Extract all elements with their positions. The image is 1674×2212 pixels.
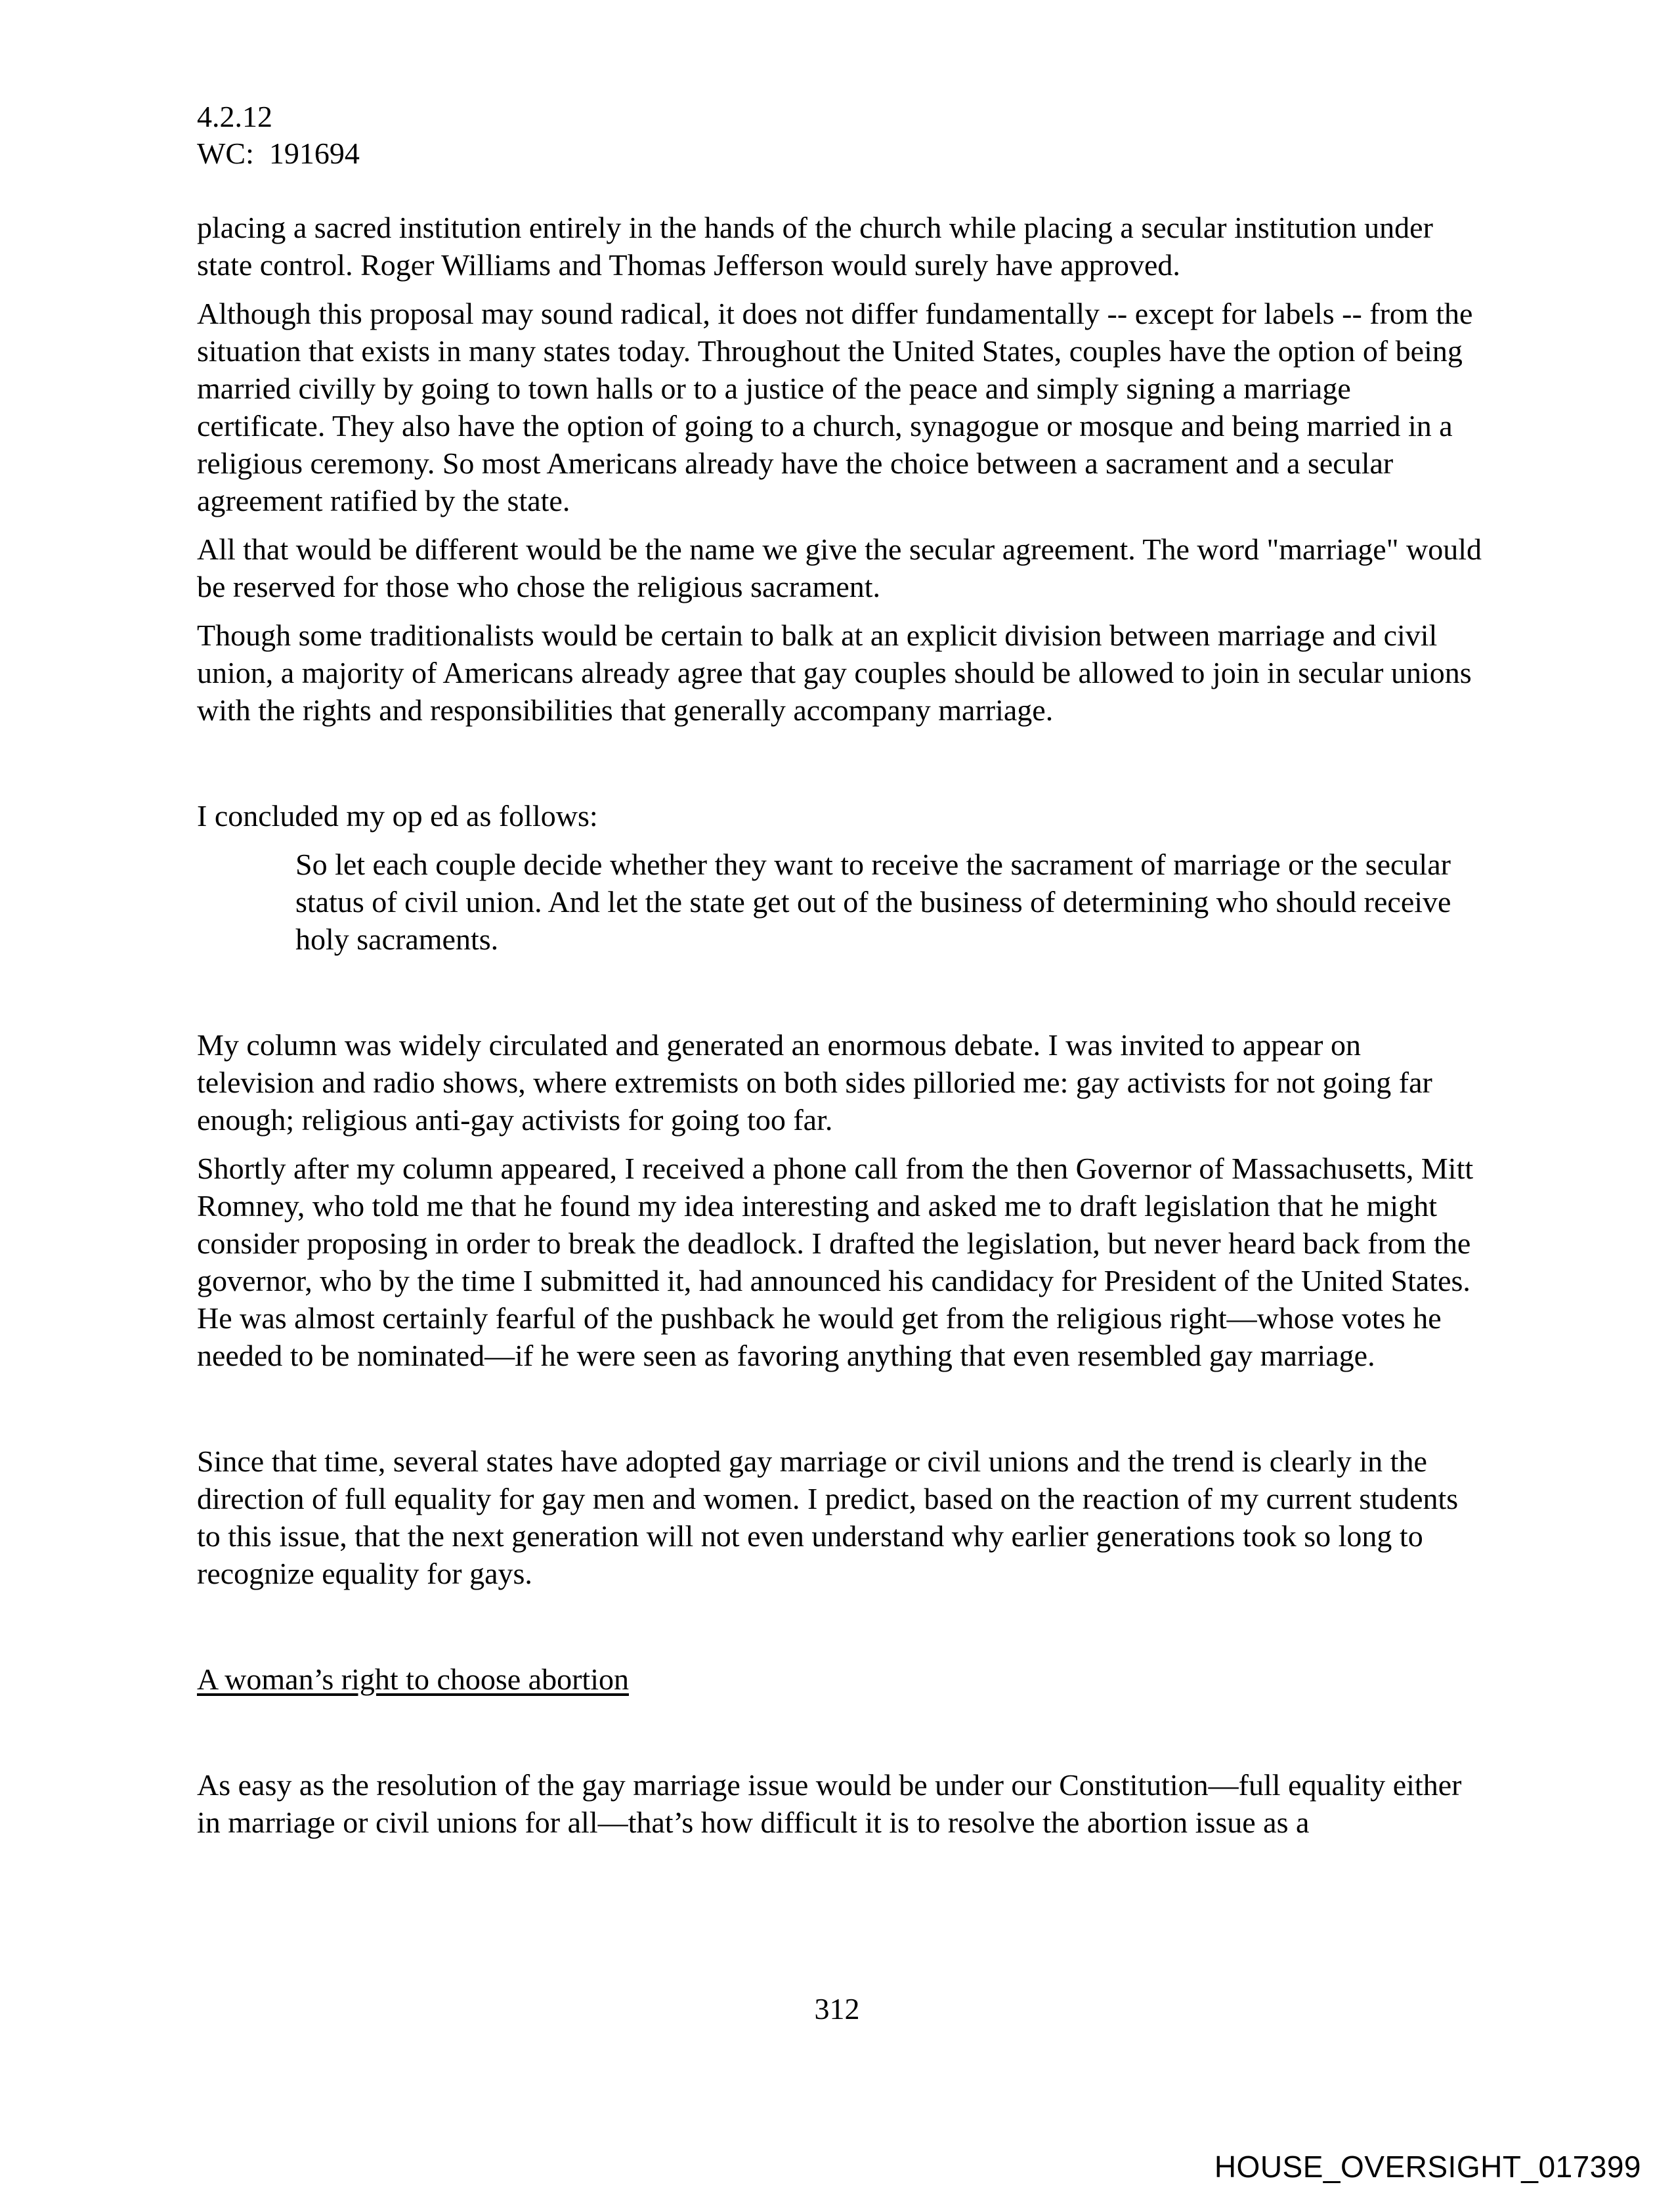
paragraph: Shortly after my column appeared, I received a phone call from the then Governor of Massachusetts, Mitt Romney, who told me that he found my idea interesting and asked me to draft legislation that he might consider proposing in order to break the deadlock. I drafted the legislation, but never heard back from the governor, who by the time I submitted it, had announced his candidacy for President of the United States. He was almost certainly fearful of the pushback he would get from the religious right—whose votes he needed to be nominated—if he were seen as favoring anything that even resembled gay marriage.	[197, 1152, 1474, 1372]
paragraph: Since that time, several states have adopted gay marriage or civil unions and the trend is clearly in the direction of full equality for gay men and women. I predict, based on the reaction of my current students to this issue, that the next generation will not even understand why earlier generations took so long to recognize equality for gays.	[197, 1444, 1459, 1590]
paragraph: Though some traditionalists would be certain to balk at an explicit division between marriage and civil union, a majority of Americans already agree that gay couples should be allowed to join in secular unions with the rights and responsibilities that generally accompany marriage.	[197, 618, 1472, 727]
paragraph: Although this proposal may sound radical, it does not differ fundamentally -- except for labels -- from the situation that exists in many states today. Throughout the United States, couples have the option of being married civilly by going to town halls or to a justice of the peace and simply signing a marriage certificate. They also have the option of going to a church, synagogue or mosque and being married in a religious ceremony. So most Americans already have the choice between a sacrament and a secular agreement ratified by the state.	[197, 297, 1473, 517]
paragraph: All that would be different would be the name we give the secular agreement. The word "marriage" would be reserved for those who chose the religious sacrament.	[197, 532, 1482, 603]
paragraph: My column was widely circulated and generated an enormous debate. I was invited to appear on television and radio shows, where extremists on both sides pilloried me: gay activists for not going far enough; religious anti-gay activists for going too far.	[197, 1028, 1432, 1137]
page-number: 312	[814, 1992, 860, 2026]
word-count: WC: 191694	[197, 137, 360, 170]
paragraph: I concluded my op ed as follows:	[197, 799, 598, 833]
section-heading: A woman’s right to choose abortion	[197, 1662, 629, 1696]
bates-number: HOUSE_OVERSIGHT_017399	[1214, 2150, 1641, 2184]
document-header	[197, 98, 360, 172]
block-quote: So let each couple decide whether they want to receive the sacrament of marriage or the secular status of civil union. And let the state get out of the business of determining who should receive holy sacraments.	[295, 848, 1451, 956]
paragraph: placing a sacred institution entirely in the hands of the church while placing a secular institution under state control. Roger Williams and Thomas Jefferson would surely have approved.	[197, 211, 1433, 282]
paragraph: As easy as the resolution of the gay marriage issue would be under our Constitution—full equality either in marriage or civil unions for all—that’s how difficult it is to resolve the abortion issue as a	[197, 1768, 1462, 1839]
document-body	[197, 209, 1484, 1852]
draft-date: 4.2.12	[197, 100, 272, 133]
